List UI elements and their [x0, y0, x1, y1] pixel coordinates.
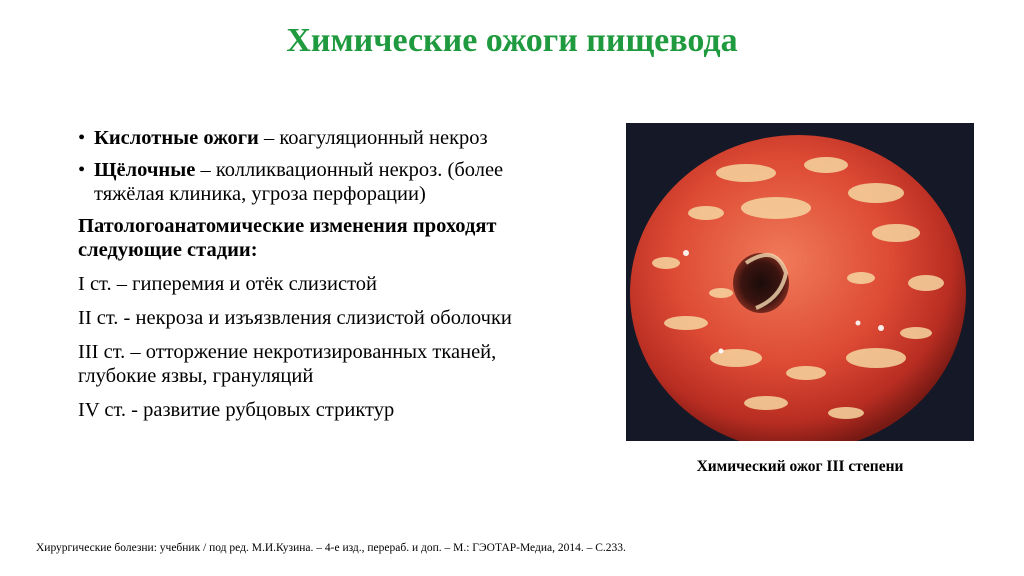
slide-content [78, 126, 548, 432]
stages-heading: Патологоанатомические изменения проходят следующие стадии: [78, 215, 497, 261]
stage-4: IV ст. - развитие рубцовых стриктур [78, 399, 395, 421]
bullet-dot: • [78, 159, 86, 181]
stage-1: I ст. – гиперемия и отёк слизистой [78, 273, 377, 295]
endoscopy-image [626, 123, 974, 441]
bullet-dot: • [78, 127, 86, 149]
bullet-alkali-burns [78, 158, 548, 206]
bullet-description: – колликвационный некроз. (более тяжёлая клиника, угроза перфорации) [94, 159, 504, 205]
bullet-description: – коагуляционный некроз [258, 127, 488, 149]
bullet-term: Кислотные ожоги [94, 127, 259, 149]
stage-2: II ст. - некроза и изъязвления слизистой оболочки [78, 307, 512, 329]
slide-title: Химические ожоги пищевода [286, 22, 738, 59]
stage-3: III ст. – отторжение некротизированных тканей, глубокие язвы, грануляций [78, 341, 497, 387]
bullet-term: Щёлочные [94, 159, 196, 181]
source-citation: Хирургические болезни: учебник / под ред. М.И.Кузина. – 4-е изд., перераб. и доп. – М.: ГЭОТАР-Медиа, 2014. – С.233. [36, 542, 626, 554]
image-caption: Химический ожог III степени [696, 458, 904, 475]
bullet-acid-burns [78, 126, 548, 150]
endoscopy-illustration [626, 123, 974, 441]
